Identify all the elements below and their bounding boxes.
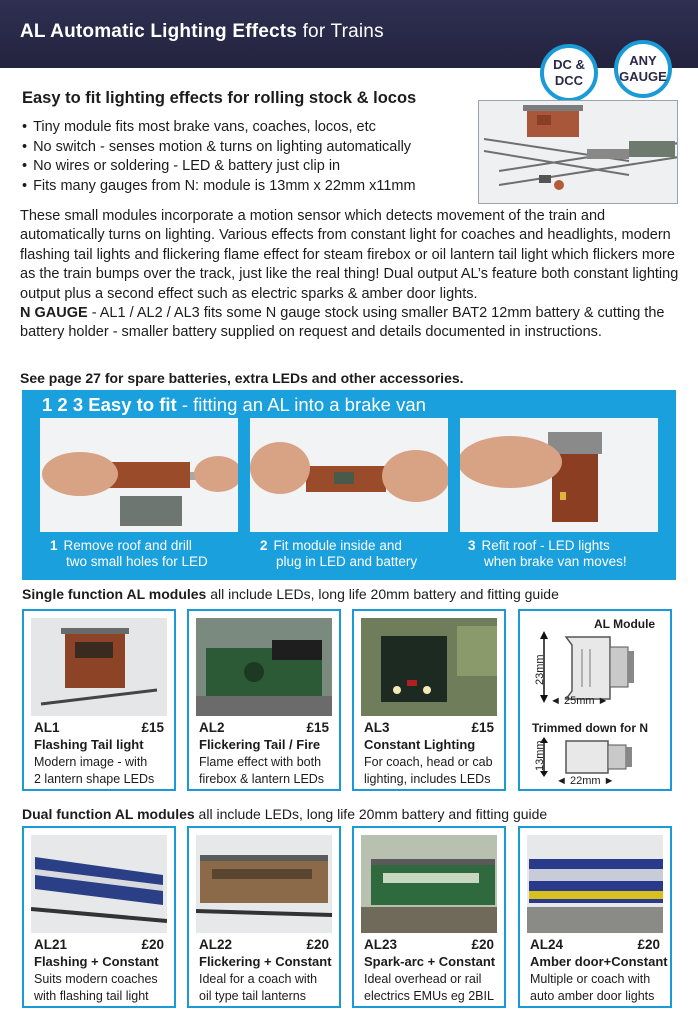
product-price: £15	[471, 720, 494, 735]
product-price: £20	[306, 937, 329, 952]
al22-illustration	[196, 835, 332, 933]
desc-line2: lighting, includes LEDs	[364, 772, 491, 786]
product-description	[364, 754, 504, 788]
trimmed-label: Trimmed down for N	[532, 721, 649, 735]
product-card-al22	[187, 826, 341, 1008]
product-description	[364, 971, 504, 1005]
module-label: AL Module	[594, 617, 656, 631]
step-2-line1: Fit module inside and	[273, 538, 402, 553]
product-card-al24	[518, 826, 672, 1008]
easy-fit-title	[42, 394, 426, 416]
product-name: Constant Lighting	[364, 737, 476, 752]
page-title	[20, 21, 384, 43]
trimmed-height: 13mm	[534, 740, 546, 771]
step-2-illustration	[250, 418, 448, 532]
product-card-al1	[22, 609, 176, 791]
al24-photo	[527, 835, 663, 933]
product-description	[34, 971, 174, 1005]
product-price: £20	[471, 937, 494, 952]
al2-photo	[196, 618, 332, 716]
feature-item: • Tiny module fits most brake vans, coaches, locos, etc	[22, 118, 472, 138]
badge-gauge-line2: GAUGE	[619, 69, 667, 84]
badge-dc-line2: DCC	[554, 73, 584, 88]
al2-illustration	[196, 618, 332, 716]
step-3-photo	[460, 418, 658, 532]
desc-line1: Modern image - with	[34, 755, 148, 769]
al21-illustration	[31, 835, 167, 933]
product-code: AL24	[530, 937, 564, 952]
product-name: Flickering + Constant	[199, 954, 332, 969]
single-function-heading	[22, 586, 559, 602]
module-width-arrow: ◄ 25mm ►	[550, 695, 609, 707]
easy-fit-title-bold: 1 2 3 Easy to fit	[42, 394, 177, 415]
step-1-number: 1	[50, 538, 58, 553]
easy-fit-panel	[22, 390, 676, 580]
al23-illustration	[361, 835, 497, 933]
desc-line1: Multiple or coach with	[530, 972, 651, 986]
product-description	[199, 971, 339, 1005]
n-gauge-text: - AL1 / AL2 / AL3 fits some N gauge stock using smaller BAT2 12mm battery & cutting the battery holder - smaller battery supplied on request and details documented in instructions.	[20, 305, 665, 341]
desc-line2: with flashing tail light	[34, 989, 149, 1003]
al3-photo	[361, 618, 497, 716]
al23-photo	[361, 835, 497, 933]
al21-photo	[31, 835, 167, 933]
desc-line1: Ideal for a coach with	[199, 972, 318, 986]
desc-line1: Flame effect with both	[199, 755, 322, 769]
module-size-card	[518, 609, 672, 791]
feature-item: • No switch - senses motion & turns on lighting automatically	[22, 138, 472, 158]
desc-line1: For coach, head or cab	[364, 755, 493, 769]
intro-heading: Easy to fit lighting effects for rolling stock & locos	[22, 89, 417, 107]
product-name: Flashing + Constant	[34, 954, 159, 969]
product-code: AL3	[364, 720, 390, 735]
step-2-line2: plug in LED and battery	[276, 554, 418, 569]
desc-line2: auto amber door lights	[530, 989, 655, 1003]
product-price: £15	[306, 720, 329, 735]
desc-line1: Suits modern coaches	[34, 972, 158, 986]
product-card-al2	[187, 609, 341, 791]
feature-item: • Fits many gauges from N: module is 13mm x 22mm x11mm	[22, 177, 472, 197]
product-code: AL22	[199, 937, 233, 952]
step-3-line2: when brake van moves!	[484, 554, 627, 569]
product-description	[530, 971, 670, 1005]
badge-dc-line1: DC &	[553, 57, 585, 72]
product-name: Flickering Tail / Fire	[199, 737, 321, 752]
n-gauge-label: N GAUGE	[20, 305, 88, 322]
single-heading-rest: all include LEDs, long life 20mm battery and fitting guide	[206, 586, 559, 602]
dual-function-heading	[22, 806, 547, 822]
product-card-al23	[352, 826, 506, 1008]
desc-line2: firebox & lantern LEDs	[199, 772, 325, 786]
step-3-number: 3	[468, 538, 476, 553]
step-2-caption	[260, 538, 417, 570]
step-1-caption	[50, 538, 208, 570]
dual-heading-rest: all include LEDs, long life 20mm battery and fitting guide	[194, 806, 548, 822]
product-card-al21	[22, 826, 176, 1008]
product-code: AL2	[199, 720, 225, 735]
desc-line1: Ideal overhead or rail	[364, 972, 482, 986]
brake-van-photo	[478, 100, 678, 204]
trimmed-width: 22mm	[569, 775, 601, 787]
badge-gauge-line1: ANY	[629, 53, 657, 68]
step-2-number: 2	[260, 538, 268, 553]
module-height: 23mm	[534, 654, 546, 685]
title-rest: for Trains	[302, 21, 384, 42]
product-code: AL23	[364, 937, 398, 952]
product-description	[34, 754, 174, 788]
al24-illustration	[527, 835, 663, 933]
any-gauge-badge	[614, 40, 672, 98]
dc-dcc-badge	[540, 44, 598, 102]
trimmed-module-diagram	[540, 737, 650, 777]
product-code: AL1	[34, 720, 60, 735]
step-1-illustration	[40, 418, 238, 532]
module-width: 25mm	[563, 695, 595, 707]
product-code: AL21	[34, 937, 68, 952]
trimmed-width-arrow: ◄ 22mm ►	[556, 775, 615, 787]
al1-photo	[31, 618, 167, 716]
description-paragraph: These small modules incorporate a motion sensor which detects movement of the train and automatically turns on lighting. Various effects from constant light for coaches and headlights, modern flashing tail lights and flickering flame effect for steam firebox or oil lantern tail light which flickers more as the train bumps over the track, just like the real thing! Dual output AL’s feature both constant lighting output plus a second effect such as electric sparks & amber door lights.	[20, 208, 679, 302]
see-page-note: See page 27 for spare batteries, extra LEDs and other accessories.	[20, 370, 464, 386]
product-card-al3	[352, 609, 506, 791]
title-bold: AL Automatic Lighting Effects	[20, 21, 298, 42]
step-1-photo	[40, 418, 238, 532]
desc-line2: oil type tail lanterns	[199, 989, 307, 1003]
dual-heading-bold: Dual function AL modules	[22, 806, 195, 822]
module-diagram	[540, 631, 650, 705]
easy-fit-title-rest: - fitting an AL into a brake van	[176, 394, 426, 415]
product-price: £20	[141, 937, 164, 952]
step-3-line1: Refit roof - LED lights	[481, 538, 610, 553]
al1-illustration	[31, 618, 167, 716]
product-name: Amber door+Constant	[530, 954, 668, 969]
brake-van-illustration	[479, 101, 678, 204]
product-name: Flashing Tail light	[34, 737, 144, 752]
product-price: £20	[637, 937, 660, 952]
product-price: £15	[141, 720, 164, 735]
step-2-photo	[250, 418, 448, 532]
product-description	[199, 754, 339, 788]
desc-line2: 2 lantern shape LEDs	[34, 772, 155, 786]
step-1-line1: Remove roof and drill	[63, 538, 192, 553]
al3-illustration	[361, 618, 497, 716]
desc-line2: electrics EMUs eg 2BIL	[364, 989, 494, 1003]
al22-photo	[196, 835, 332, 933]
step-3-illustration	[460, 418, 658, 532]
single-heading-bold: Single function AL modules	[22, 586, 207, 602]
description-text	[20, 207, 680, 343]
feature-list	[22, 118, 472, 196]
feature-item: • No wires or soldering - LED & battery just clip in	[22, 157, 472, 177]
step-3-caption	[468, 538, 627, 570]
step-1-line2: two small holes for LED	[66, 554, 208, 569]
product-name: Spark-arc + Constant	[364, 954, 496, 969]
